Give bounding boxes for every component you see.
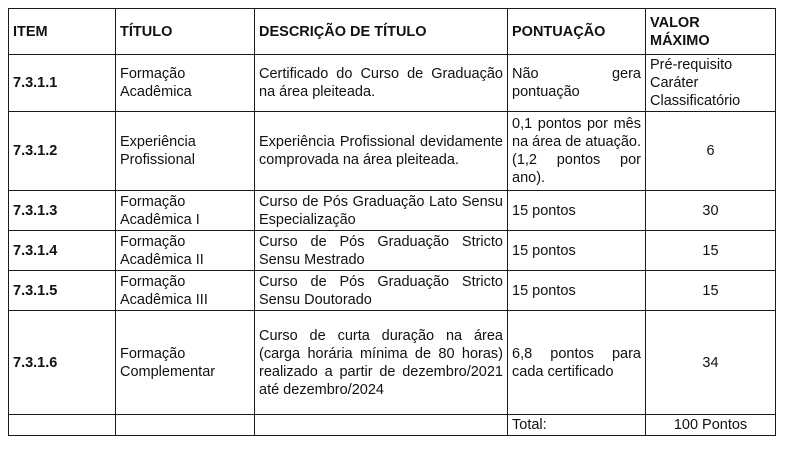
row-pontuacao: 15 pontos	[508, 231, 646, 271]
header-valor-maximo-line1: VALOR	[650, 14, 700, 31]
table-row	[9, 55, 776, 112]
row-valor-maximo: 15	[646, 231, 776, 271]
valor-maximo-line: Caráter	[650, 75, 699, 91]
row-descricao: Curso de Pós Graduação Stricto Sensu Mestrado	[255, 231, 508, 271]
row-titulo: Formação Acadêmica I	[116, 191, 255, 231]
row-descricao: Curso de Pós Graduação Lato Sensu Especialização	[255, 191, 508, 231]
row-valor-maximo: 6	[646, 112, 776, 191]
total-empty-cell	[9, 415, 116, 436]
row-item: 7.3.1.4	[9, 231, 116, 271]
table-row	[9, 231, 776, 271]
table-row	[9, 271, 776, 311]
header-valor-maximo	[646, 9, 776, 55]
row-valor-maximo	[646, 55, 776, 112]
row-titulo: Formação Acadêmica III	[116, 271, 255, 311]
header-item: ITEM	[9, 9, 116, 55]
row-item: 7.3.1.5	[9, 271, 116, 311]
row-titulo: Formação Acadêmica	[116, 55, 255, 112]
header-descricao: DESCRIÇÃO DE TÍTULO	[255, 9, 508, 55]
table-row	[9, 191, 776, 231]
row-item: 7.3.1.2	[9, 112, 116, 191]
row-descricao: Experiência Profissional devidamente comprovada na área pleiteada.	[255, 112, 508, 191]
row-item: 7.3.1.3	[9, 191, 116, 231]
table-row	[9, 112, 776, 191]
row-descricao: Certificado do Curso de Graduação na área pleiteada.	[255, 55, 508, 112]
row-pontuacao: 15 pontos	[508, 271, 646, 311]
header-row	[9, 9, 776, 55]
row-pontuacao: 15 pontos	[508, 191, 646, 231]
valor-maximo-line: Pré-requisito	[650, 57, 733, 73]
row-titulo: Formação Complementar	[116, 311, 255, 415]
header-valor-maximo-line2: MÁXIMO	[650, 32, 710, 49]
scoring-table	[8, 8, 776, 436]
total-value: 100 Pontos	[646, 415, 776, 436]
row-descricao: Curso de curta duração na área (carga horária mínima de 80 horas) realizado a partir de dezembro/2021 até dezembro/2024	[255, 311, 508, 415]
row-item: 7.3.1.6	[9, 311, 116, 415]
row-valor-maximo: 15	[646, 271, 776, 311]
row-pontuacao: Não gera pontuação	[508, 55, 646, 112]
valor-maximo-line: Classificatório	[650, 93, 741, 109]
total-empty-cell	[116, 415, 255, 436]
row-titulo: Formação Acadêmica II	[116, 231, 255, 271]
total-label: Total:	[508, 415, 646, 436]
row-pontuacao: 6,8 pontos para cada certificado	[508, 311, 646, 415]
row-valor-maximo: 34	[646, 311, 776, 415]
row-titulo: Experiência Profissional	[116, 112, 255, 191]
row-valor-maximo: 30	[646, 191, 776, 231]
row-item: 7.3.1.1	[9, 55, 116, 112]
row-descricao: Curso de Pós Graduação Stricto Sensu Doutorado	[255, 271, 508, 311]
header-titulo: TÍTULO	[116, 9, 255, 55]
total-row	[9, 415, 776, 436]
table-row	[9, 311, 776, 415]
row-pontuacao: 0,1 pontos por mês na área de atuação. (1,2 pontos por ano).	[508, 112, 646, 191]
header-pontuacao: PONTUAÇÃO	[508, 9, 646, 55]
total-empty-cell	[255, 415, 508, 436]
